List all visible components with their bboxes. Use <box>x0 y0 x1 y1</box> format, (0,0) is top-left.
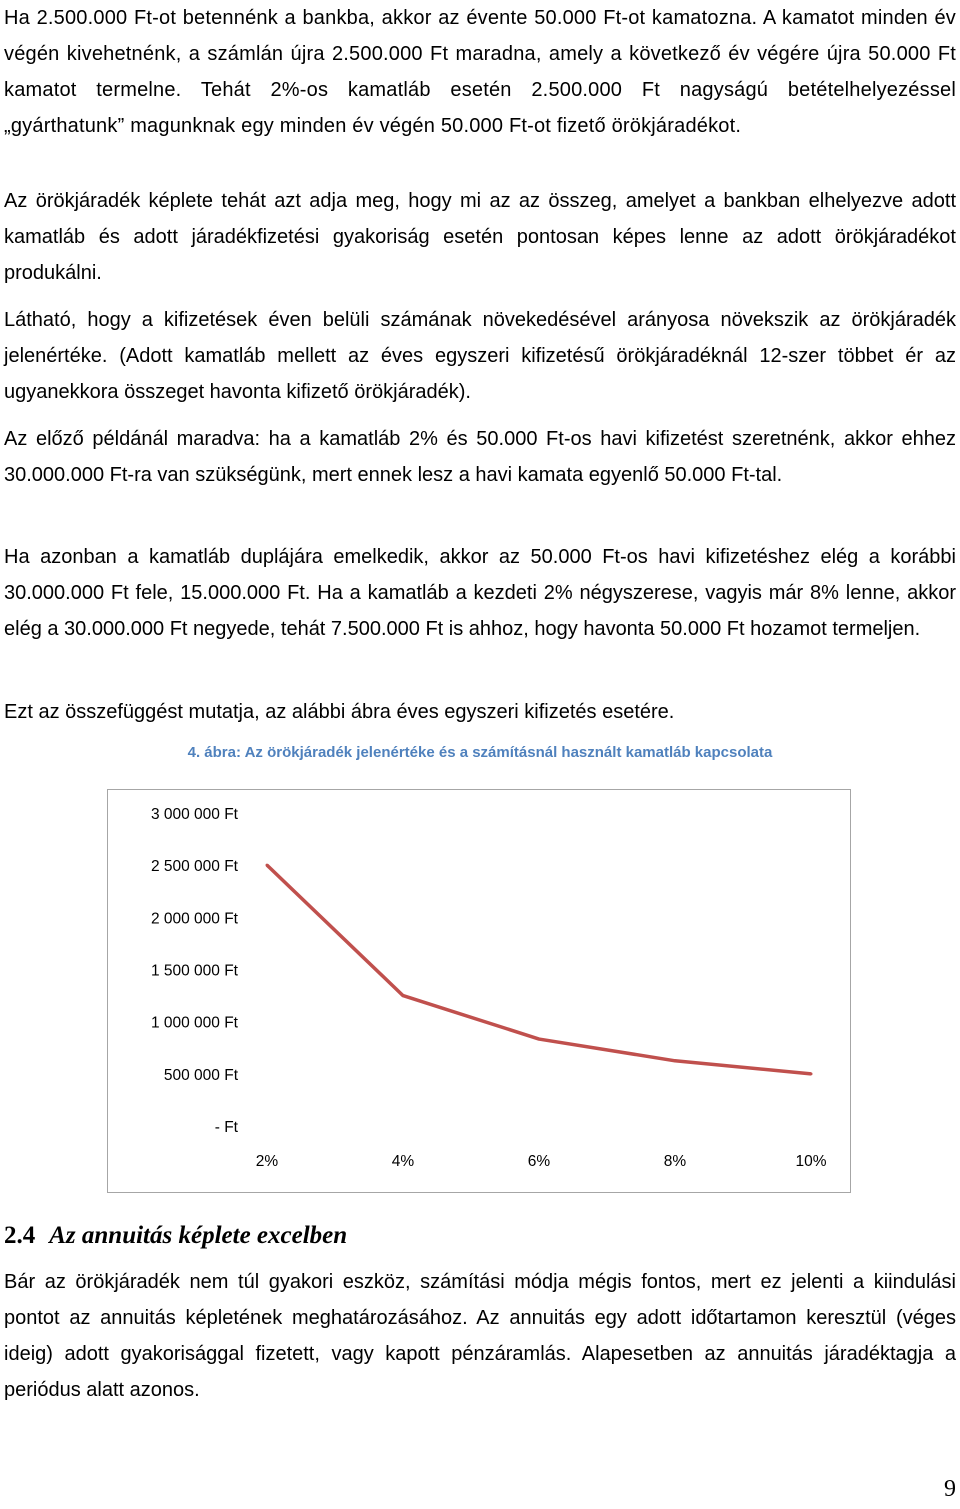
x-tick-label: 10% <box>795 1153 827 1170</box>
data-point <box>402 994 405 997</box>
y-tick-label: 1 500 000 Ft <box>150 962 238 980</box>
x-tick-label: 8% <box>663 1153 687 1170</box>
paragraph-example: Az előző példánál maradva: ha a kamatláb 2% és 50.000 Ft-os havi kifizetést szeretnénk, akkor ehhez 30.000.000 Ft-ra van szükségünk, mert ennek lesz a havi kamata egyenlő 50.000 Ft-tal. <box>4 428 956 486</box>
section-number: 2.4 <box>4 1222 36 1249</box>
paragraph-rate-change: Ha azonban a kamatláb duplájára emelkedik, akkor az 50.000 Ft-os havi kifizetéshez elég a korábbi 30.000.000 Ft fele, 15.000.000 Ft. Ha a kamatláb a kezdeti 2% négyszerese, vagyis már 8% lenne, akkor elég a 30.000.000 Ft negyede, tehát 7.500.000 Ft is ahhoz, hogy havonta 50.000 Ft hozamot termeljen. <box>4 546 956 640</box>
perpetuity-chart <box>108 790 849 1191</box>
data-point <box>538 1038 541 1041</box>
paragraph-annuity: Bár az örökjáradék nem túl gyakori eszköz, számítási módja mégis fontos, mert ez jelenti a kiindulási pontot az annuitás képletének meghatározásához. Az annuitás egy adott időtartamon keresztül (véges ideig) adott gyakorisággal fizetett, vagy kapott pénzáramlás. Alapesetben az annuitás járadéktagja a periódus alatt azonos. <box>4 1271 956 1401</box>
x-tick-label: 6% <box>527 1153 551 1170</box>
section-heading <box>4 1222 347 1250</box>
data-point <box>810 1072 813 1075</box>
series-line <box>267 865 811 1074</box>
y-tick-label: 2 000 000 Ft <box>150 910 238 928</box>
page-number: 9 <box>944 1476 956 1502</box>
section-title: Az annuitás képlete excelben <box>49 1222 348 1249</box>
data-point <box>266 864 269 867</box>
y-tick-label: - Ft <box>214 1119 238 1136</box>
x-tick-label: 4% <box>391 1153 415 1170</box>
y-tick-label: 1 000 000 Ft <box>150 1014 238 1032</box>
figure-caption: 4. ábra: Az örökjáradék jelenértéke és a számításnál használt kamatláb kapcsolata <box>187 744 773 761</box>
paragraph-intro: Ha 2.500.000 Ft-ot betennénk a bankba, akkor az évente 50.000 Ft-ot kamatozna. A kamatot minden év végén kivehetnénk, a számlán újra 2.500.000 Ft maradna, amely a következő év végére újra 50.000 Ft kamatot termelne. Tehát 2%-os kamatláb esetén 2.500.000 Ft nagyságú betételhelyezéssel „gyárthatunk” magunknak egy minden év végén 50.000 Ft-ot fizető örökjáradékot. <box>4 7 956 137</box>
paragraph-formula: Az örökjáradék képlete tehát azt adja meg, hogy mi az az összeg, amelyet a bankban elhelyezve adott kamatláb és adott járadékfizetési gyakoriság esetén pontosan képes lenne az adott örökjáradékot produkálni. <box>4 190 956 284</box>
y-tick-label: 2 500 000 Ft <box>150 858 238 876</box>
paragraph-figure-intro: Ezt az összefüggést mutatja, az alábbi ábra éves egyszeri kifizetés esetére. <box>4 701 675 723</box>
paragraph-frequency: Látható, hogy a kifizetések éven belüli számának növekedésével arányosa növekszik az örökjáradék jelenértéke. (Adott kamatláb mellett az éves egyszeri kifizetésű örökjáradéknál 12-szer többet ér az ugyanekkora összeget havonta kifizető örökjáradék). <box>4 309 956 403</box>
y-tick-label: 500 000 Ft <box>163 1066 238 1084</box>
chart-frame <box>107 789 851 1193</box>
data-point <box>674 1059 677 1062</box>
x-tick-label: 2% <box>255 1153 279 1170</box>
y-tick-label: 3 000 000 Ft <box>150 806 238 823</box>
